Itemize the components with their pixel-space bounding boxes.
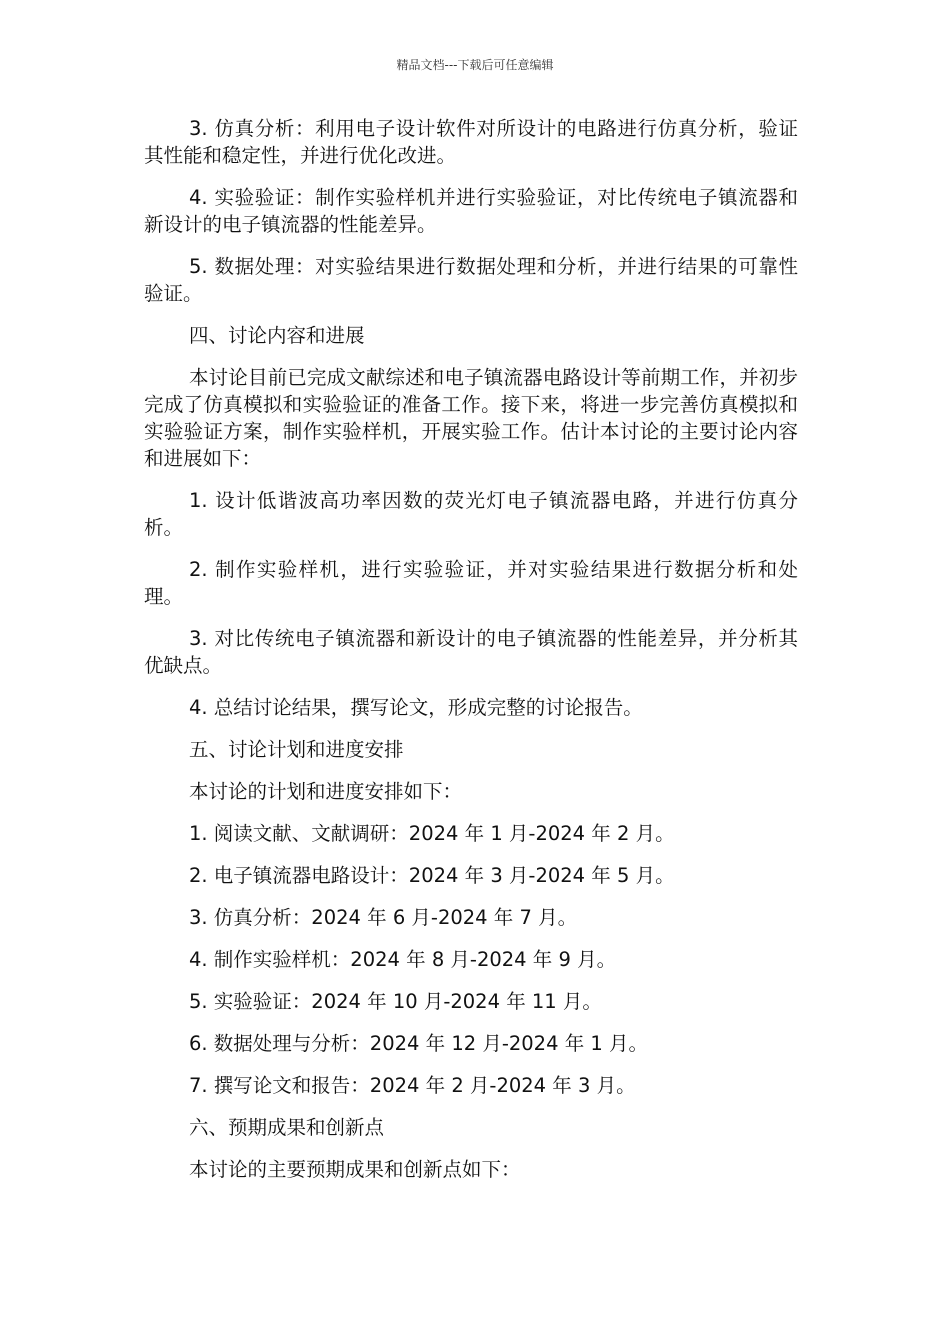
- section-heading-5: 五、讨论计划和进度安排: [189, 738, 404, 761]
- paragraph-content-3: 3. 对比传统电子镇流器和新设计的电子镇流器的性能差异，并分析其优缺点。: [144, 627, 798, 677]
- paragraph-outcomes-intro: 本讨论的主要预期成果和创新点如下：: [189, 1158, 521, 1181]
- page-header: 精品文档---下载后可任意编辑: [396, 58, 554, 72]
- paragraph-plan-2: 2. 电子镇流器电路设计：2024 年 3 月-2024 年 5 月。: [189, 864, 675, 887]
- paragraph-plan-4: 4. 制作实验样机：2024 年 8 月-2024 年 9 月。: [189, 948, 617, 971]
- paragraph-plan-6: 6. 数据处理与分析：2024 年 12 月-2024 年 1 月。: [189, 1032, 649, 1055]
- paragraph-plan-1: 1. 阅读文献、文献调研：2024 年 1 月-2024 年 2 月。: [189, 822, 675, 845]
- paragraph-content-2: 2. 制作实验样机，进行实验验证，并对实验结果进行数据分析和处理。: [144, 558, 798, 608]
- document-body: [144, 115, 798, 1198]
- paragraph-method-5: 5. 数据处理：对实验结果进行数据处理和分析，并进行结果的可靠性验证。: [144, 255, 798, 305]
- paragraph-method-3: 3. 仿真分析：利用电子设计软件对所设计的电路进行仿真分析，验证其性能和稳定性，并进行优化改进。: [144, 117, 798, 167]
- paragraph-plan-3: 3. 仿真分析：2024 年 6 月-2024 年 7 月。: [189, 906, 578, 929]
- paragraph-plan-intro: 本讨论的计划和进度安排如下：: [189, 780, 463, 803]
- section-heading-6: 六、预期成果和创新点: [189, 1116, 385, 1139]
- paragraph-method-4: 4. 实验验证：制作实验样机并进行实验验证，对比传统电子镇流器和新设计的电子镇流器的性能差异。: [144, 186, 798, 236]
- section-heading-4: 四、讨论内容和进展: [189, 324, 365, 347]
- paragraph-progress-intro: 本讨论目前已完成文献综述和电子镇流器电路设计等前期工作，并初步完成了仿真模拟和实验验证的准备工作。接下来，将进一步完善仿真模拟和实验验证方案，制作实验样机，开展实验工作。估计本讨论的主要讨论内容和进展如下：: [144, 366, 798, 470]
- paragraph-content-4: 4. 总结讨论结果，撰写论文，形成完整的讨论报告。: [189, 696, 643, 719]
- paragraph-plan-5: 5. 实验验证：2024 年 10 月-2024 年 11 月。: [189, 990, 602, 1013]
- paragraph-plan-7: 7. 撰写论文和报告：2024 年 2 月-2024 年 3 月。: [189, 1074, 636, 1097]
- paragraph-content-1: 1. 设计低谐波高功率因数的荧光灯电子镇流器电路，并进行仿真分析。: [144, 489, 798, 539]
